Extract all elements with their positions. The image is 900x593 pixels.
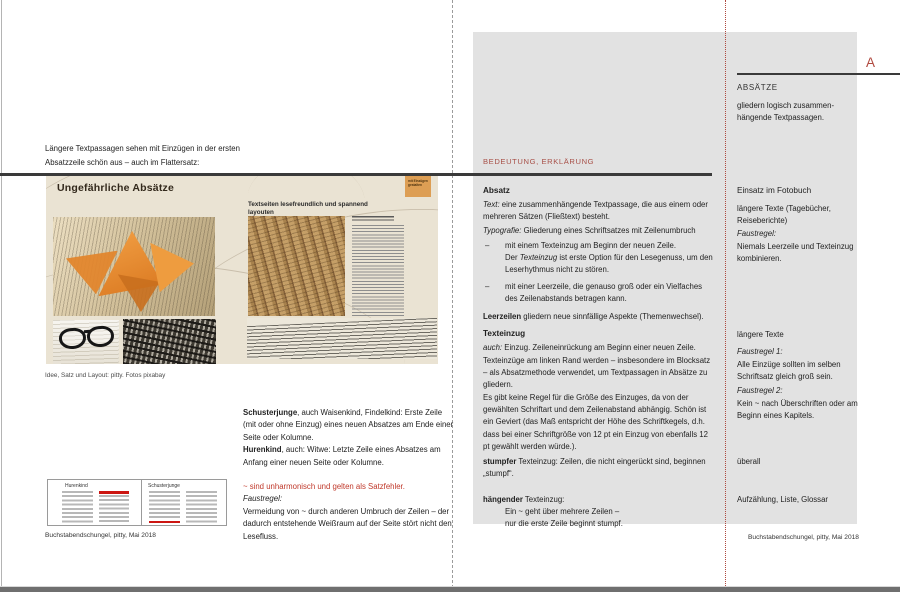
texteinzug-auch: auch: Einzug. Zeileneinrückung am Beginn einer neuen Zeile.	[483, 343, 696, 352]
sidebar-faustregel2-text: Kein ~ nach Überschriften oder am Beginn eines Kapitels.	[737, 399, 858, 421]
right-page-footer: Buchstabendschungel, pitty, Mai 2018	[748, 534, 859, 541]
leerzeilen-note: Leerzeilen gliedern neue sinnfällige Aspekte (Themenwechsel).	[483, 312, 704, 321]
sidebar-laengere-texte-1: längere Texte (Tagebücher, Reiseberichte)	[737, 204, 831, 226]
marginal-title: ABSÄTZE	[737, 83, 778, 92]
margin-red-dotted-line	[725, 0, 726, 588]
bullet-leerzeile: – mit einer Leerzeile, die genauso groß oder ein Vielfaches des Zeilenabstands betragen kann.	[485, 282, 703, 304]
dummy-column	[62, 491, 93, 524]
photo-letterpress-type	[123, 319, 216, 364]
sidebar-niemals-rule: Niemals Leerzeile und Texteinzug kombinieren.	[737, 242, 854, 264]
left-page-footer: Buchstabendschungel, pitty, Mai 2018	[45, 532, 156, 539]
section-heading: BEDEUTUNG, ERKLÄRUNG	[483, 157, 595, 166]
glasses-lens	[86, 325, 114, 348]
dummy-heading-lines	[352, 216, 394, 222]
sidebar-einsatz-heading: Einsatz im Fotobuch	[737, 186, 812, 195]
faustregel-label: Faustregel:	[243, 494, 283, 504]
photo-paper-strips	[248, 216, 345, 316]
sidebar-faustregel-label: Faustregel:	[737, 229, 777, 238]
register-letter: A	[866, 55, 876, 70]
absatz-typografie-def: Typografie: Gliederung eines Schriftsatzes mit Zeilenumbruch	[483, 226, 696, 235]
figure-montage	[46, 176, 438, 364]
photo-dictionary-page	[247, 318, 437, 359]
texteinzug-block2: Es gibt keine Regel für die Größe des Einzuges, da von der gewählten Schriftart und dem Zeilenabstand abhängig. Schön ist ein Geviert (das Maß entspricht der Höhe des Schriftkegels, d.h. dass bei einer Schriftgröße von 12 pt ein Einzug von ebenfalls 12 pt gewählt werden würde.).	[483, 393, 708, 451]
diagram-divider	[141, 480, 142, 525]
figure-title: Ungefährliche Absätze	[57, 182, 175, 194]
hurenkind-definition: Hurenkind, auch: Witwe: Letzte Zeile eines Absatzes am Anfang einer neuen Seite oder Kolumne.	[243, 445, 441, 467]
schusterjunge-red-line	[149, 521, 180, 524]
sidebar-laengere-texte-2: längere Texte	[737, 330, 784, 339]
bullet-texteinzug: – mit einem Texteinzug am Beginn der neuen Zeile. Der Texteinzug ist erste Option für den Lesegenuss, um den Leserhythmus nicht zu stören.	[483, 240, 715, 277]
corner-tab: mit Einzügen gestalten	[405, 176, 431, 197]
diagram-label-hurenkind: Hurenkind	[65, 483, 88, 489]
glasses-bridge	[84, 330, 90, 334]
haengender-def: hängender Texteinzug: Ein ~ geht über mehrere Zeilen – nur die erste Zeile beginnt stumpf.	[483, 495, 623, 529]
figure-credit: Idee, Satz und Layout: pitty. Fotos pixabay	[45, 372, 166, 379]
terms-definition-block	[243, 407, 457, 543]
sidebar-faustregel2-label: Faustregel 2:	[737, 386, 783, 395]
horizontal-rule-main	[0, 173, 712, 176]
glasses-lens	[58, 327, 86, 350]
marginal-subtitle: gliedern logisch zusammen-hängende Textpassagen.	[737, 101, 835, 123]
faustregel-text: Vermeidung von ~ durch anderen Umbruch der Zeilen – der dadurch entstehende Weißraum auf der Seite stört nicht den Lesefluss.	[243, 506, 452, 541]
texteinzug-block1: Texteinzüge am linken Rand werden – insbesondere im Blocksatz – als Absatzmethode verwendet, um Textpassagen in Absätze zu gliedern.	[483, 356, 711, 390]
sidebar-aufzaehlung: Aufzählung, Liste, Glossar	[737, 495, 829, 504]
photo-origami-book	[53, 217, 215, 316]
bullet-texteinzug-cont: Der Texteinzug ist erste Option für den Lesegenuss, um den Leserhythmus nicht zu stören.	[505, 253, 713, 275]
spacer	[243, 469, 457, 481]
scan-edge-line	[1, 0, 2, 588]
dummy-column	[99, 495, 129, 524]
absatz-text-def: Text: eine zusammenhängende Textpassage, die aus einem oder mehreren Sätzen (Fließtext) besteht.	[483, 200, 708, 222]
intro-text: Längere Textpassagen sehen mit Einzügen in der ersten Absatzzeile schön aus – auch im Flattersatz:	[45, 144, 240, 167]
photo-glasses	[53, 320, 119, 364]
stumpfer-def: stumpfer Texteinzug: Zeilen, die nicht eingerückt sind, beginnen „stumpf“.	[483, 457, 706, 479]
photos-caption: Textseiten lesefreundlich und spannend layouten	[248, 201, 368, 216]
absatz-heading: Absatz	[483, 186, 510, 195]
sidebar-ueberall: überall	[737, 457, 761, 466]
texteinzug-heading: Texteinzug	[483, 329, 526, 338]
schusterjunge-definition: Schusterjunge, auch Waisenkind, Findelkind: Erste Zeile (mit oder ohne Einzug) eines neuen Absatzes am Ende einer Seite oder Kolumne.	[243, 408, 454, 442]
satzfehler-warning: ~ sind unharmonisch und gelten als Satzfehler.	[243, 482, 405, 492]
hurenkind-red-line	[99, 491, 129, 494]
dummy-column	[149, 491, 180, 519]
dictionary-text-lines	[247, 318, 437, 359]
horizontal-rule-register	[737, 73, 900, 75]
sidebar-faustregel1-text: Alle Einzüge sollten im selben Schriftsatz gleich groß sein.	[737, 360, 841, 382]
sidebar-faustregel1-label: Faustregel 1:	[737, 347, 783, 356]
dummy-column	[186, 491, 217, 524]
bottom-scan-bar	[0, 586, 900, 592]
diagram-label-schusterjunge: Schusterjunge	[148, 483, 180, 489]
hurenkind-schusterjunge-diagram	[47, 479, 227, 526]
